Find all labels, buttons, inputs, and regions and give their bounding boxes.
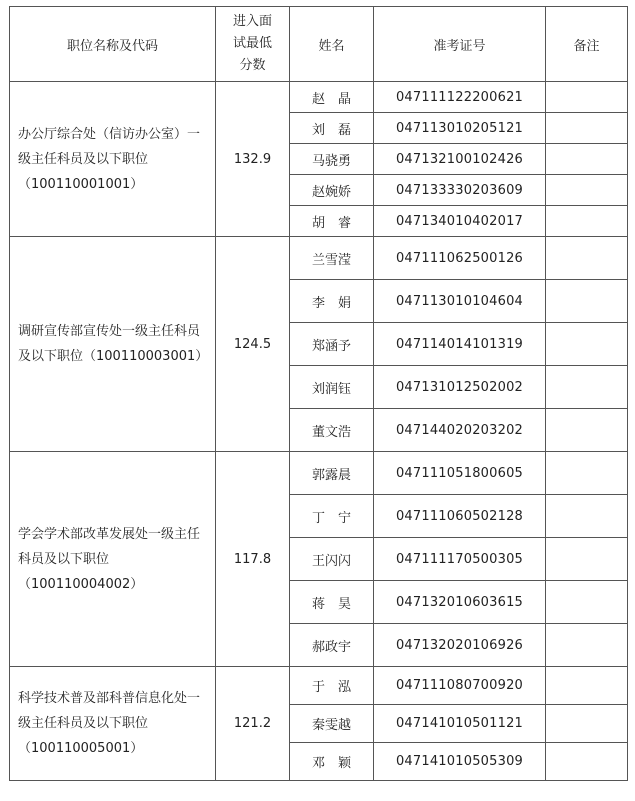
position-cell: 办公厅综合处（信访办公室）一级主任科员及以下职位（100110001001） — [10, 82, 216, 237]
exam-id: 047111062500126 — [374, 237, 546, 280]
remark-cell — [546, 206, 628, 237]
exam-id: 047111122200621 — [374, 82, 546, 113]
remark-cell — [546, 323, 628, 366]
candidate-name: 秦雯越 — [290, 705, 374, 743]
remark-cell — [546, 366, 628, 409]
exam-id: 047133330203609 — [374, 175, 546, 206]
results-table — [9, 6, 628, 781]
exam-id: 047111051800605 — [374, 452, 546, 495]
remark-cell — [546, 175, 628, 206]
remark-cell — [546, 82, 628, 113]
exam-id: 047141010501121 — [374, 705, 546, 743]
remark-cell — [546, 581, 628, 624]
position-cell: 调研宣传部宣传处一级主任科员及以下职位（100110003001） — [10, 237, 216, 452]
candidate-name: 赵 晶 — [290, 82, 374, 113]
header-position: 职位名称及代码 — [10, 7, 216, 82]
remark-cell — [546, 624, 628, 667]
table-row — [10, 82, 628, 113]
candidate-name: 刘 磊 — [290, 113, 374, 144]
candidate-name: 邓 颖 — [290, 743, 374, 781]
remark-cell — [546, 743, 628, 781]
exam-id: 047132020106926 — [374, 624, 546, 667]
remark-cell — [546, 280, 628, 323]
exam-id: 047141010505309 — [374, 743, 546, 781]
results-body — [10, 82, 628, 781]
exam-id: 047134010402017 — [374, 206, 546, 237]
exam-id: 047111060502128 — [374, 495, 546, 538]
exam-id: 047111170500305 — [374, 538, 546, 581]
remark-cell — [546, 237, 628, 280]
candidate-name: 王闪闪 — [290, 538, 374, 581]
candidate-name: 丁 宁 — [290, 495, 374, 538]
candidate-name: 赵婉娇 — [290, 175, 374, 206]
exam-id: 047132100102426 — [374, 144, 546, 175]
exam-id: 047132010603615 — [374, 581, 546, 624]
remark-cell — [546, 705, 628, 743]
min-score-cell: 132.9 — [216, 82, 290, 237]
remark-cell — [546, 113, 628, 144]
header-row — [10, 7, 628, 82]
header-name: 姓名 — [290, 7, 374, 82]
min-score-cell: 121.2 — [216, 667, 290, 781]
table-row — [10, 237, 628, 280]
candidate-name: 董文浩 — [290, 409, 374, 452]
candidate-name: 蒋 昊 — [290, 581, 374, 624]
header-exam-id: 准考证号 — [374, 7, 546, 82]
remark-cell — [546, 144, 628, 175]
exam-id: 047131012502002 — [374, 366, 546, 409]
position-cell: 学会学术部改革发展处一级主任科员及以下职位（100110004002） — [10, 452, 216, 667]
table-row — [10, 452, 628, 495]
candidate-name: 于 泓 — [290, 667, 374, 705]
exam-id: 047113010104604 — [374, 280, 546, 323]
exam-id: 047114014101319 — [374, 323, 546, 366]
remark-cell — [546, 452, 628, 495]
min-score-cell: 117.8 — [216, 452, 290, 667]
header-min-score: 进入面试最低分数 — [216, 7, 290, 82]
candidate-name: 郝政宇 — [290, 624, 374, 667]
remark-cell — [546, 495, 628, 538]
exam-id: 047144020203202 — [374, 409, 546, 452]
position-cell: 科学技术普及部科普信息化处一级主任科员及以下职位（100110005001） — [10, 667, 216, 781]
table-row — [10, 667, 628, 705]
remark-cell — [546, 538, 628, 581]
exam-id: 047113010205121 — [374, 113, 546, 144]
min-score-cell: 124.5 — [216, 237, 290, 452]
header-remark: 备注 — [546, 7, 628, 82]
candidate-name: 马骁勇 — [290, 144, 374, 175]
exam-id: 047111080700920 — [374, 667, 546, 705]
candidate-name: 兰雪滢 — [290, 237, 374, 280]
candidate-name: 胡 睿 — [290, 206, 374, 237]
candidate-name: 刘润钰 — [290, 366, 374, 409]
candidate-name: 李 娟 — [290, 280, 374, 323]
remark-cell — [546, 409, 628, 452]
candidate-name: 郭露晨 — [290, 452, 374, 495]
candidate-name: 郑涵予 — [290, 323, 374, 366]
remark-cell — [546, 667, 628, 705]
